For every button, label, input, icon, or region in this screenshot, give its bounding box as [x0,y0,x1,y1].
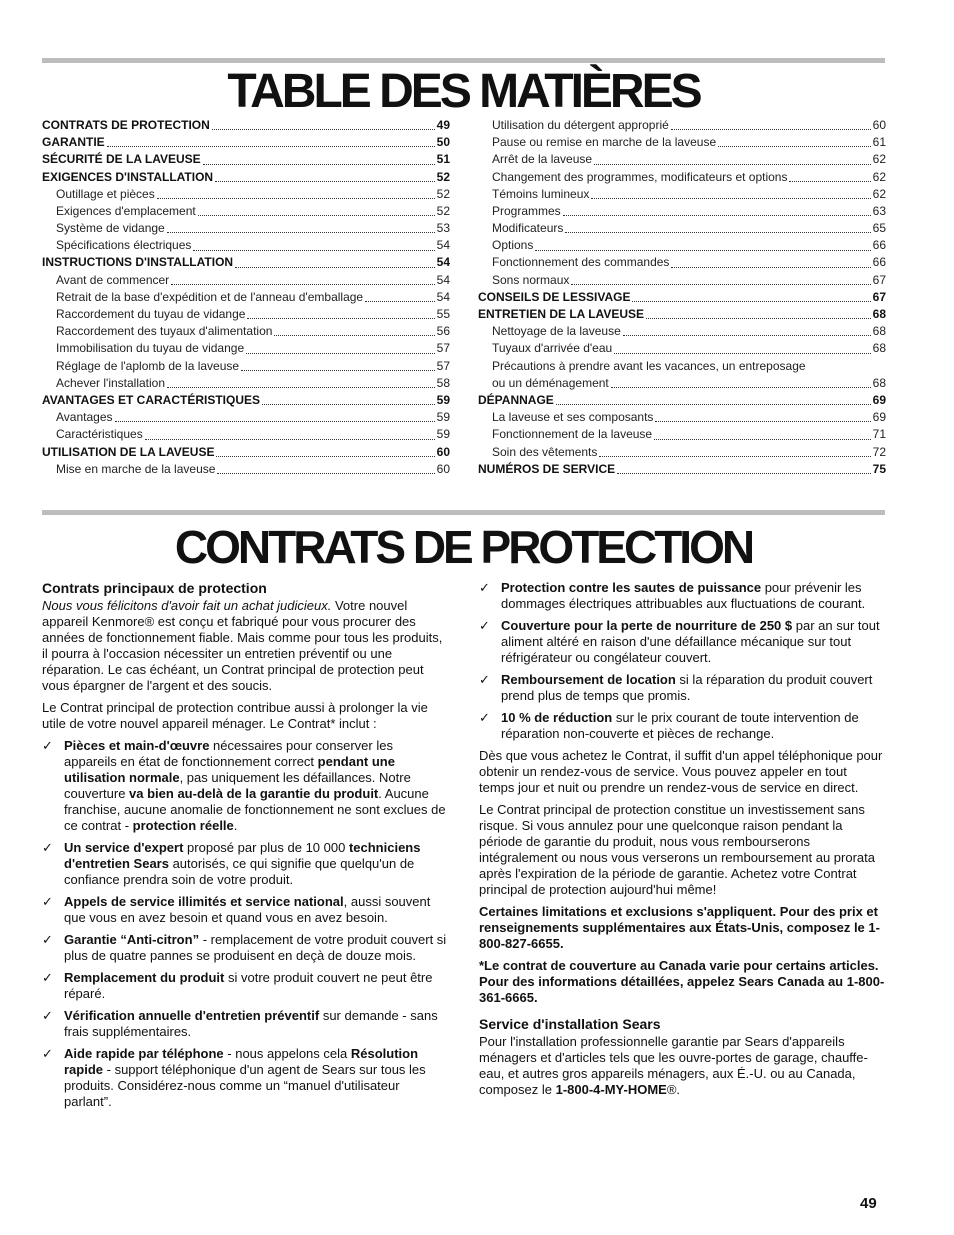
benefit-plain: - remplacement de votre produit couvert si plus de quatre pannes se produisent en deçà de douze mois. [64,932,447,963]
toc-leader-dots [563,215,871,216]
toc-leader-dots [789,181,870,182]
benefit-bold: Protection contre les sautes de puissance [501,580,762,595]
benefit-bold: Garantie “Anti-citron” [64,932,200,947]
toc-leader-dots [107,146,435,147]
page-number: 49 [860,1195,877,1212]
toc-entry-label: Sons normaux [492,272,570,287]
toc-entry-label: Utilisation du détergent approprié [492,117,669,132]
benefit-plain: nécessaires pour conserver les appareils en état de fonctionnement correct [64,738,393,769]
toc-entry [42,289,450,306]
contracts-title: CONTRATS DE PROTECTION [174,521,753,573]
toc-entry-page: 59 [436,392,450,407]
toc-entry-label: Achever l'installation [56,375,166,390]
toc-entry-page: 67 [872,272,886,287]
benefit-item [479,618,885,666]
toc-entry-label: ENTRETIEN DE LA LAVEUSE [478,307,645,322]
toc-entry-label: La laveuse et ses composants [492,410,654,425]
benefit-plain: - nous appelons cela [223,1046,351,1061]
top-rule [42,58,885,63]
benefit-text [64,738,448,834]
toc-leader-dots [235,267,435,268]
toc-entry-label: Options [492,238,534,253]
toc-leader-dots [556,404,871,405]
toc-entry-page: 62 [872,152,886,167]
toc-entry-label: Modificateurs [492,221,564,236]
toc-leader-dots [167,232,435,233]
toc-leader-dots [646,318,871,319]
benefit-bold: protection réelle [132,818,234,833]
toc-entry-page: 68 [872,375,886,390]
toc-leader-dots [203,164,435,165]
toc-leader-dots [617,473,871,474]
toc-entry-page: 61 [872,135,886,150]
toc-entry-label: Arrêt de la laveuse [492,152,593,167]
toc-entry-label: Changement des programmes, modificateurs et options [492,169,788,184]
canada-coverage-paragraph: *Le contrat de couverture au Canada varie pour certains articles. Pour des informations détaillées, appelez Sears Canada au 1-800-361-6665. [479,958,885,1005]
benefit-bold: Couverture pour la perte de nourriture de 250 $ [501,618,793,633]
toc-entry [42,203,450,220]
toc-leader-dots [167,387,435,388]
toc-leader-dots [671,129,871,130]
toc-entry [478,375,886,392]
toc-entry-label: AVANTAGES ET CARACTÉRISTIQUES [42,392,261,407]
benefit-text [64,894,448,926]
toc-leader-dots [718,146,871,147]
benefit-text [64,840,448,888]
toc-entry [42,186,450,203]
checkmark-icon: ✓ [42,970,53,985]
toc-entry [478,237,886,254]
toc-entry-page: 51 [436,152,450,167]
toc-leader-dots [671,267,870,268]
benefit-item [42,1008,448,1040]
toc-leader-dots [274,335,434,336]
toc-leader-dots [115,421,435,422]
benefit-bold: Un service d'expert [64,840,184,855]
toc-entry-page: 55 [436,307,450,322]
benefit-bold: Résolution rapide [64,1046,419,1077]
benefit-plain: sur le prix courant de toute intervention de réparation non-couverte et pièces de rechange. [501,710,859,741]
toc-entry-label: Avant de commencer [56,272,170,287]
benefit-plain: - support téléphonique d'un agent de Sears sur tous les produits. Considérez-nous comme un “manuel d'utilisateur parlant”. [64,1062,426,1109]
toc-entry-page: 56 [436,324,450,339]
benefit-bold: Remplacement du produit [64,970,225,985]
toc-entry [478,169,886,186]
benefit-text [64,970,448,1002]
benefit-plain: . [233,818,238,833]
checkmark-icon: ✓ [479,672,490,687]
toc-entry-label: Système de vidange [56,221,165,236]
contract-includes-paragraph: Le Contrat principal de protection contribue aussi à prolonger la vie utile de votre nouvel appareil ménager. Le Contrat* inclut : [42,700,428,731]
toc-entry-page: 54 [436,289,450,304]
benefit-bold: Vérification annuelle d'entretien préventif [64,1008,320,1023]
toc-entry [42,444,450,461]
checkmark-icon: ✓ [479,580,490,595]
toc-entry-page: 67 [872,289,886,304]
toc-entry [42,255,450,272]
benefit-text [501,618,885,666]
contracts-left-column [42,580,448,1116]
benefit-item [42,738,448,834]
toc-right-column [478,117,886,478]
toc-entry-label: GARANTIE [42,135,105,150]
left-benefit-list [42,738,448,1110]
benefit-text [64,1008,448,1040]
toc-entry-page: 66 [872,238,886,253]
toc-entry [42,426,450,443]
toc-leader-dots [599,456,870,457]
benefit-item [42,1046,448,1110]
toc-entry-page: 63 [872,203,886,218]
toc-entry-label: Caractéristiques [56,427,143,442]
right-benefit-list [479,580,885,742]
toc-entry-page: 62 [872,186,886,201]
toc-entry-page: 53 [436,221,450,236]
install-text: Pour l'installation professionnelle garantie par Sears d'appareils ménagers et d'articles tels que les ouvre-portes de garage, chauffe-eau, et autres gros appareils ménagers, aux É.-U. ou au Canada, composez le [479,1034,868,1097]
toc-entry [478,409,886,426]
contracts-right-column [479,580,885,1104]
toc-entry [478,134,886,151]
install-heading: Service d'installation Sears [479,1016,661,1032]
toc-entry-label: ou un déménagement [492,375,609,390]
benefit-plain: , aussi souvent que vous en avez besoin et quand vous en avez besoin. [64,894,431,925]
checkmark-icon: ✓ [42,738,53,753]
toc-leader-dots [365,301,435,302]
toc-entry [42,272,450,289]
benefit-item [479,672,885,704]
toc-entry-label: DÉPANNAGE [478,392,554,407]
toc-entry [42,306,450,323]
toc-entry [478,272,886,289]
benefit-bold: Aide rapide par téléphone [64,1046,224,1061]
toc-entry-label: INSTRUCTIONS D'INSTALLATION [42,255,234,270]
toc-entry [42,358,450,375]
benefit-text [501,672,885,704]
toc-entry [478,306,886,323]
toc-entry [478,392,886,409]
checkmark-icon: ✓ [42,932,53,947]
toc-leader-dots [565,232,870,233]
toc-entry [42,340,450,357]
toc-entry-label: Tuyaux d'arrivée d'eau [492,341,613,356]
toc-entry-label: NUMÉROS DE SERVICE [478,461,616,476]
toc-entry-page: 65 [872,221,886,236]
toc-entry [478,203,886,220]
toc-entry-page: 60 [872,117,886,132]
toc-leader-dots [241,370,435,371]
toc-entry-page: 71 [872,427,886,442]
toc-entry-label: CONSEILS DE LESSIVAGE [478,289,631,304]
toc-entry-label: Fonctionnement des commandes [492,255,670,270]
benefit-item [479,580,885,612]
service-call-paragraph: Dès que vous achetez le Contrat, il suffit d'un appel téléphonique pour obtenir un rendez-vous de service. Vous pouvez appeler en tout temps jour et nuit ou prendre un rendez-vous de service en direct. [479,748,883,795]
toc-entry-page: 52 [436,169,450,184]
checkmark-icon: ✓ [42,1046,53,1061]
toc-entry [478,444,886,461]
benefit-item [42,932,448,964]
toc-entry [42,151,450,168]
install-end: ®. [666,1082,681,1097]
toc-leader-dots [171,284,434,285]
toc-entry-page: 59 [436,410,450,425]
toc-entry-page: 60 [436,444,450,459]
toc-entry-page: 75 [872,461,886,476]
toc-leader-dots [614,353,870,354]
intro-italic: Nous vous félicitons d'avoir fait un achat judicieux. [42,598,332,613]
intro-rest: Votre nouvel appareil Kenmore® est conçu et fabriqué pour vous procurer des années de fonctionnement fiable. Mais comme pour tous les produits, il pourra à l'occasion nécessiter un entretien préventif ou une réparation. Le cas échéant, un Contrat principal de protection peut vous épargner de l'argent et des soucis. [42,598,443,693]
benefit-plain: . Aucune franchise, aucune anomalie de fonctionnement ne sont exclues de ce contrat - [64,786,446,833]
toc-entry [478,426,886,443]
toc-entry [42,409,450,426]
toc-entry-page: 52 [436,203,450,218]
toc-entry [478,220,886,237]
toc-leader-dots [594,164,871,165]
toc-entry-page: 49 [436,117,450,132]
benefit-item [42,970,448,1002]
benefit-plain: si votre produit couvert ne peut être réparé. [64,970,433,1001]
benefit-item [42,840,448,888]
toc-title: TABLE DES MATIÈRES [227,65,700,118]
benefit-item [479,710,885,742]
benefit-plain: si la réparation du produit couvert prend plus de temps que promis. [501,672,873,703]
toc-entry [42,461,450,478]
toc-leader-dots [247,318,434,319]
toc-entry-label: Exigences d'emplacement [56,203,196,218]
toc-entry-label: Programmes [492,203,561,218]
toc-entry-label: Spécifications électriques [56,238,192,253]
toc-entry-page: 69 [872,392,886,407]
toc-entry-label: Témoins lumineux [492,186,590,201]
main-contracts-heading: Contrats principaux de protection [42,580,267,596]
benefit-text [501,580,885,612]
toc-entry [478,255,886,272]
toc-entry-page: 60 [436,461,450,476]
toc-entry-page: 54 [436,238,450,253]
toc-entry [42,220,450,237]
toc-entry [42,375,450,392]
benefit-text [501,710,885,742]
toc-entry [478,340,886,357]
middle-rule [42,510,885,515]
benefit-plain: proposé par plus de 10 000 [183,840,349,855]
toc-leader-dots [216,456,434,457]
toc-entry-page: 68 [872,324,886,339]
toc-entry [478,186,886,203]
checkmark-icon: ✓ [42,894,53,909]
toc-entry-page: 54 [436,255,450,270]
toc-entry [42,169,450,186]
toc-leader-dots [571,284,870,285]
toc-entry-page: 59 [436,427,450,442]
benefit-bold: va bien au-delà de la garantie du produit [129,786,379,801]
toc-entry [478,323,886,340]
toc-entry-page: 52 [436,186,450,201]
toc-entry-page: 57 [436,341,450,356]
toc-leader-dots [217,473,434,474]
benefit-bold: Remboursement de location [501,672,676,687]
intro-paragraph [42,598,448,694]
toc-entry-label: Retrait de la base d'expédition et de l'anneau d'emballage [56,289,364,304]
checkmark-icon: ✓ [42,1008,53,1023]
benefit-bold: techniciens d'entretien Sears [64,840,421,871]
toc-entry-page: 54 [436,272,450,287]
toc-entry-label: Avantages [56,410,113,425]
benefit-bold: Appels de service illimités et service national [64,894,344,909]
install-paragraph [479,1034,885,1098]
toc-leader-dots [655,421,870,422]
toc-entry-label: CONTRATS DE PROTECTION [42,117,210,132]
toc-entry [478,289,886,306]
toc-entry [478,461,886,478]
toc-leader-dots [157,198,435,199]
toc-entry-label: Précautions à prendre avant les vacances, un entreposage [492,358,806,373]
risk-free-paragraph: Le Contrat principal de protection constitue un investissement sans risque. Si vous annulez pour une quelconque raison pendant la période de garantie du produit, nous vous rembourserons intégralement ou nous vous verserons un remboursement au prorata après l'expiration de la période de garantie. Achetez votre Contrat principal de protection aujourd'hui même! [479,802,875,897]
toc-entry [42,134,450,151]
toc-entry [42,323,450,340]
benefit-plain: pour prévenir les dommages électriques attribuables aux fluctuations de courant. [501,580,866,611]
toc-entry-page: 72 [872,444,886,459]
toc-leader-dots [145,439,435,440]
toc-entry-page: 66 [872,255,886,270]
benefit-bold: pendant une utilisation normale [64,754,395,785]
toc-leader-dots [591,198,870,199]
toc-entry-page: 58 [436,375,450,390]
toc-entry-label: SÉCURITÉ DE LA LAVEUSE [42,152,201,167]
toc-entry [478,117,886,134]
toc-entry-page: 68 [872,341,886,356]
toc-entry [42,237,450,254]
toc-leader-dots [535,250,870,251]
benefit-bold: 10 % de réduction [501,710,613,725]
toc-leader-dots [611,387,871,388]
toc-entry-label: Outillage et pièces [56,186,155,201]
toc-entry-page: 50 [436,135,450,150]
toc-entry-label: Soin des vêtements [492,444,598,459]
toc-entry-label: Raccordement du tuyau de vidange [56,307,246,322]
toc-entry [478,151,886,168]
limitations-paragraph: Certaines limitations et exclusions s'appliquent. Pour des prix et renseignements supplémentaires aux États-Unis, composez le 1-800-827-6655. [479,904,880,951]
toc-leader-dots [212,129,435,130]
toc-leader-dots [632,301,870,302]
toc-entry-label: Nettoyage de la laveuse [492,324,621,339]
toc-leader-dots [654,439,871,440]
toc-left-column [42,117,450,478]
toc-leader-dots [215,181,435,182]
checkmark-icon: ✓ [479,618,490,633]
benefit-text [64,1046,448,1110]
toc-entry-label: Réglage de l'aplomb de la laveuse [56,358,240,373]
toc-entry [42,392,450,409]
toc-entry-label: Mise en marche de la laveuse [56,461,216,476]
benefit-plain: autorisés, ce qui signifie que quelqu'un de confiance prendra soin de votre produit. [64,856,415,887]
checkmark-icon: ✓ [479,710,490,725]
toc-entry-label: Fonctionnement de la laveuse [492,427,653,442]
benefit-item [42,894,448,926]
benefit-plain: , pas uniquement les défaillances. Notre couverture [64,770,411,801]
benefit-text [64,932,448,964]
toc-entry-page: 62 [872,169,886,184]
toc-entry-page: 57 [436,358,450,373]
benefit-bold: Pièces et main-d'œuvre [64,738,210,753]
toc-leader-dots [623,335,871,336]
benefit-plain: par an sur tout aliment altéré en raison d'une défaillance mécanique sur tout réfrigérateur ou congélateur couvert. [501,618,880,665]
toc-entry-label: Raccordement des tuyaux d'alimentation [56,324,273,339]
toc-leader-dots [198,215,435,216]
toc-entry-label: Immobilisation du tuyau de vidange [56,341,245,356]
toc-entry [42,117,450,134]
toc-entry-label: EXIGENCES D'INSTALLATION [42,169,214,184]
toc-entry-page: 69 [872,410,886,425]
toc-leader-dots [193,250,434,251]
toc-leader-dots [246,353,435,354]
toc-entry-page: 68 [872,307,886,322]
benefit-plain: sur demande - sans frais supplémentaires. [64,1008,438,1039]
checkmark-icon: ✓ [42,840,53,855]
toc-entry-label: UTILISATION DE LA LAVEUSE [42,444,215,459]
toc-leader-dots [262,404,435,405]
toc-entry-label: Pause ou remise en marche de la laveuse [492,135,717,150]
toc-entry [478,358,886,375]
install-phone: 1-800-4-MY-HOME [555,1082,667,1097]
